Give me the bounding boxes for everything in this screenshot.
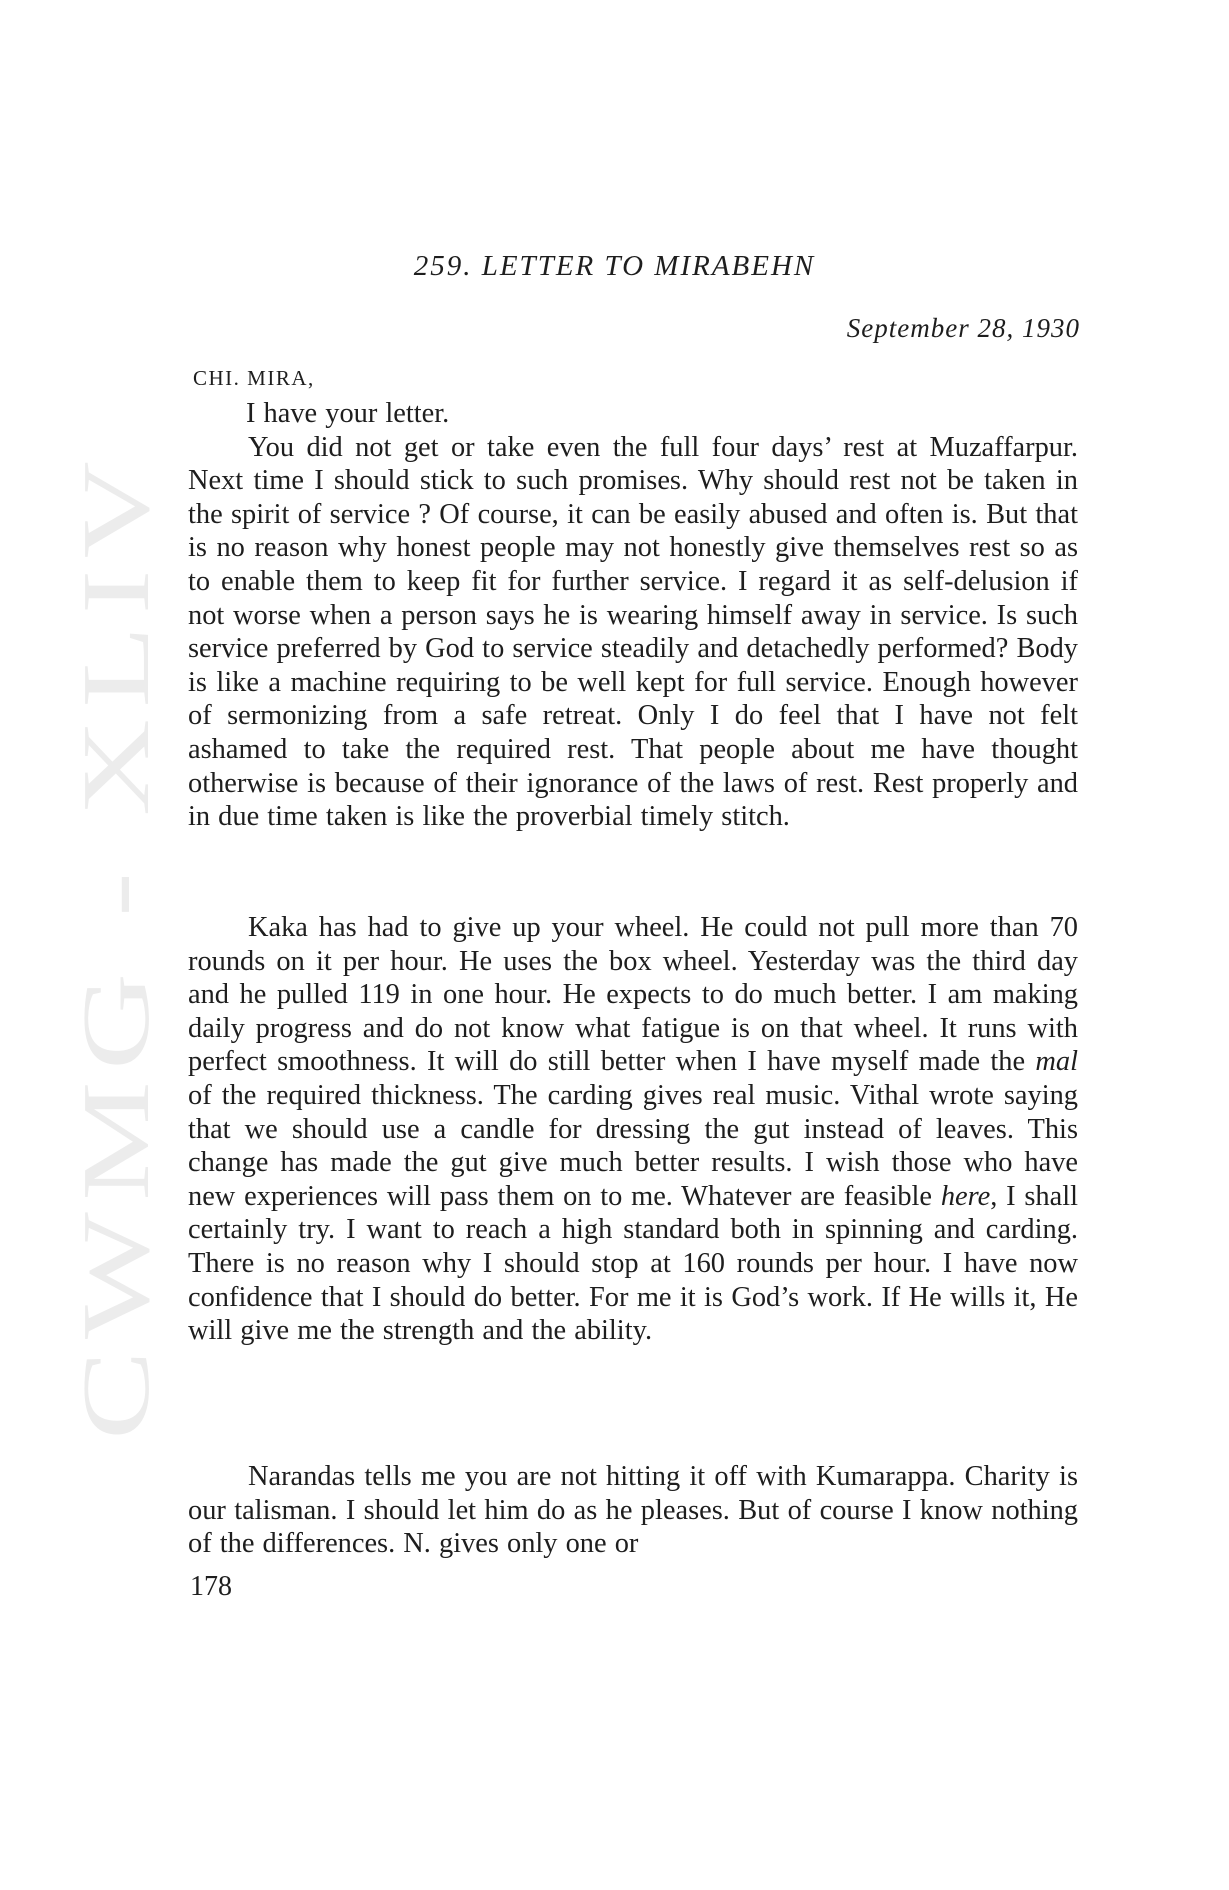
watermark-text: CWMG - XLIV xyxy=(62,733,169,1440)
paragraph-3-text-a: Kaka has had to give up your wheel. He could not pull more than 70 rounds on it per hour. He uses the box wheel. Yesterday was the third day and he pulled 119 in one hour. He expects to do much better. I am making daily progress and do not know what fatigue is on that wheel. It runs with perfect smoothness. It will do still better when I have myself made the xyxy=(188,912,1078,1078)
letter-heading: 259. LETTER TO MIRABEHN xyxy=(413,250,816,282)
letter-date: September 28, 1930 xyxy=(846,313,1080,343)
paragraph-3-text-b: of the required thickness. The carding gives real music. Vithal wrote saying that we should use a candle for dressing the gut instead of leaves. This change has made the gut give much better results. I wish those who have new experiences will pass them on to me. Whatever are feasible xyxy=(188,1079,1078,1212)
paragraph-2: You did not get or take even the full four days’ rest at Muzaffarpur. Next time I should stick to such promises. Why should rest not be taken in the spirit of service ? Of course, it can be easily abused and often is. But that is no reason why honest people may not honestly give themselves rest so as to enable them to keep fit for further service. I regard it as self-delusion if not worse when a person says he is wearing himself away in service. Is such service preferred by God to service steadily and detachedly performed? Body is like a machine requiring to be well kept for full service. Enough however of sermonizing from a safe retreat. Only I do feel that I have not felt ashamed to take the required rest. That people about me have thought otherwise is because of their ignorance of the laws of rest. Rest properly and in due time taken is like the proverbial timely stitch. xyxy=(188,431,1078,833)
letter-body-part-1 xyxy=(188,397,1078,834)
paragraph-1: I have your letter. xyxy=(246,398,450,429)
paragraph-3-italic-mal: mal xyxy=(1035,1046,1078,1078)
letter-body-part-3 xyxy=(188,1460,1078,1561)
letter-body-part-2 xyxy=(188,911,1078,1348)
page-number: 178 xyxy=(190,1571,232,1602)
salutation: CHI. MIRA, xyxy=(193,366,315,390)
watermark xyxy=(62,440,194,1440)
paragraph-3-italic-here: here xyxy=(940,1180,991,1212)
paragraph-3 xyxy=(188,911,1078,1348)
paragraph-4: Narandas tells me you are not hitting it off with Kumarappa. Charity is our talisman. I should let him do as he pleases. But of course I know nothing of the differences. N. gives only one or xyxy=(188,1461,1078,1560)
paragraph-3-text-c: , I shall certainly try. I want to reach a high standard both in spinning and carding. There is no reason why I should stop at 160 rounds per hour. I have now confidence that I should do better. For me it is God’s work. If He wills it, He will give me the strength and the ability. xyxy=(188,1180,1078,1347)
